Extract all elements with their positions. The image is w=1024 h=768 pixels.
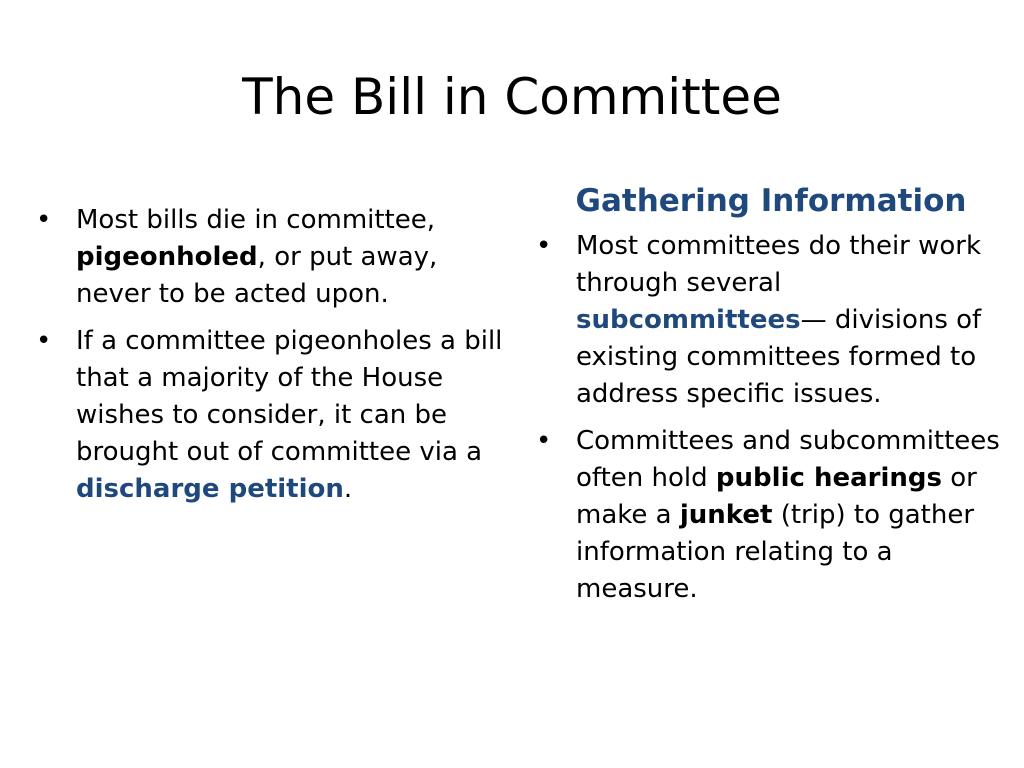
bullet-text-run: , or put away, never to be acted upon. [76,242,438,309]
bold-term: public hearings [715,463,942,493]
highlighted-term: discharge petition [76,474,344,504]
bold-term: junket [679,500,773,530]
bullet-item [536,423,1006,608]
bullet-text-run: Most bills die in committee, [76,205,436,235]
highlighted-term: subcommittees [576,305,801,335]
right-bullet-list [536,228,1006,608]
bullet-glyph: • [536,426,552,456]
bullet-glyph: • [36,326,52,356]
slide-title: The Bill in Committee [242,68,782,126]
bullet-text-run: — divisions of existing committees formed to address specific issues. [576,305,982,409]
bold-term: pigeonholed [76,242,258,272]
bullet-item [536,228,1006,413]
bullet-text-run: Most committees do their work through several [576,231,982,298]
bullet-item [36,202,506,313]
bullet-item [36,323,506,508]
bullet-text-run: or make a [576,463,977,530]
bullet-glyph: • [36,205,52,235]
bullet-text-run: Committees and subcommittees often hold [576,426,1000,493]
left-bullet-list [36,202,506,508]
bullet-glyph: • [536,231,552,261]
bullet-text-run: (trip) to gather information relating to a measure. [576,500,975,604]
right-column [536,180,1006,618]
bullet-text-run: . [343,474,353,504]
bullet-text-run: If a committee pigeonholes a bill that a majority of the House wishes to consider, it can be brought out of committee via a [76,326,503,467]
left-column [36,202,506,518]
column-heading: Gathering Information [575,183,967,219]
